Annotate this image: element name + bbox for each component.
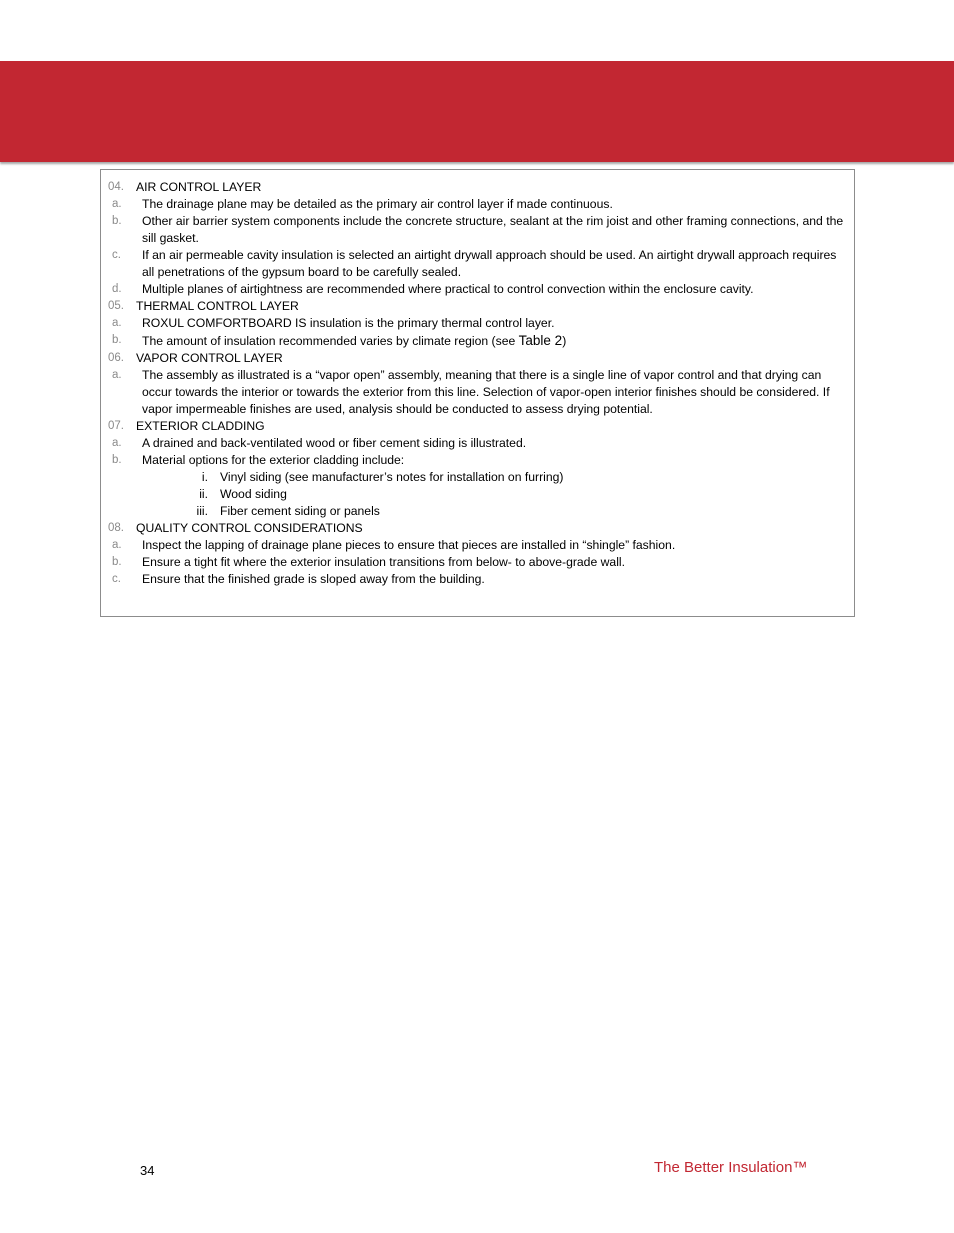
item-letter: a. bbox=[112, 317, 122, 329]
section-number: 06. bbox=[108, 352, 124, 364]
section-number: 04. bbox=[108, 181, 124, 193]
item-letter: a. bbox=[112, 198, 122, 210]
item-text: ROXUL COMFORTBOARD IS insulation is the primary thermal control layer. bbox=[142, 316, 555, 330]
list-item bbox=[108, 315, 848, 332]
table-reference-link[interactable]: Table 2 bbox=[518, 333, 563, 348]
item-text: Ensure that the finished grade is sloped away from the building. bbox=[142, 572, 485, 586]
sub-list-item bbox=[108, 503, 848, 520]
item-text: Ensure a tight fit where the exterior insulation transitions from below- to above-grade wall. bbox=[142, 555, 626, 569]
list-item bbox=[108, 435, 848, 452]
list-item bbox=[108, 332, 848, 350]
list-item bbox=[108, 571, 848, 588]
sub-list-item bbox=[108, 486, 848, 503]
item-text: Material options for the exterior cladding include: bbox=[142, 453, 405, 467]
item-letter: a. bbox=[112, 437, 122, 449]
section-thermal-control bbox=[108, 298, 848, 315]
item-text: Vinyl siding (see manufacturer’s notes for installation on furring) bbox=[220, 470, 564, 484]
header-banner bbox=[0, 61, 954, 162]
item-roman: ii. bbox=[199, 487, 208, 501]
section-title: EXTERIOR CLADDING bbox=[136, 419, 265, 433]
item-roman: iii. bbox=[196, 504, 208, 518]
list-item bbox=[108, 367, 848, 418]
page-number: 34 bbox=[140, 1163, 155, 1178]
item-text: The drainage plane may be detailed as the primary air control layer if made continuous. bbox=[142, 197, 613, 211]
item-text-end: ) bbox=[562, 334, 567, 348]
list-item bbox=[108, 213, 848, 247]
list-item bbox=[108, 281, 848, 298]
item-text: A drained and back-ventilated wood or fiber cement siding is illustrated. bbox=[142, 436, 527, 450]
item-letter: c. bbox=[112, 249, 121, 261]
item-text: Inspect the lapping of drainage plane pieces to ensure that pieces are installed in “shingle” fashion. bbox=[142, 538, 676, 552]
item-text: The amount of insulation recommended varies by climate region (see bbox=[142, 334, 519, 348]
item-letter: d. bbox=[112, 283, 122, 295]
numbered-list bbox=[108, 179, 848, 588]
section-title: THERMAL CONTROL LAYER bbox=[136, 299, 299, 313]
section-title: AIR CONTROL LAYER bbox=[136, 180, 262, 194]
item-letter: b. bbox=[112, 215, 122, 227]
section-number: 05. bbox=[108, 300, 124, 312]
item-letter: b. bbox=[112, 556, 122, 568]
section-title: VAPOR CONTROL LAYER bbox=[136, 351, 283, 365]
brand-tagline: The Better Insulation™ bbox=[654, 1159, 808, 1176]
item-letter: a. bbox=[112, 369, 122, 381]
section-vapor-control bbox=[108, 350, 848, 367]
section-exterior-cladding bbox=[108, 418, 848, 435]
list-item bbox=[108, 452, 848, 469]
section-quality-control bbox=[108, 520, 848, 537]
section-number: 07. bbox=[108, 420, 124, 432]
section-title: QUALITY CONTROL CONSIDERATIONS bbox=[136, 521, 363, 535]
item-letter: b. bbox=[112, 334, 122, 346]
list-item bbox=[108, 554, 848, 571]
item-text: Multiple planes of airtightness are recommended where practical to control convection within the enclosure cavity. bbox=[142, 282, 754, 296]
list-item bbox=[108, 196, 848, 213]
item-text: Other air barrier system components include the concrete structure, sealant at the rim joist and other framing connections, and the sill gasket. bbox=[142, 214, 844, 245]
item-letter: b. bbox=[112, 454, 122, 466]
item-letter: c. bbox=[112, 573, 121, 585]
item-text: The assembly as illustrated is a “vapor open” assembly, meaning that there is a single line of vapor control and that drying can occur towards the interior or towards the exterior from this line. Selection of vapor-open interior finishes should be considered. If vapor impermeable finishes are used, analysis should be conducted to assess drying potential. bbox=[142, 368, 830, 416]
sub-list-item bbox=[108, 469, 848, 486]
item-text: Wood siding bbox=[220, 487, 287, 501]
item-text: Fiber cement siding or panels bbox=[220, 504, 380, 518]
section-air-control bbox=[108, 179, 848, 196]
list-item bbox=[108, 247, 848, 281]
item-text: If an air permeable cavity insulation is selected an airtight drywall approach should be used. An airtight drywall approach requires all penetrations of the gypsum board to be carefully sealed. bbox=[142, 248, 837, 279]
item-letter: a. bbox=[112, 539, 122, 551]
item-roman: i. bbox=[201, 470, 208, 484]
section-number: 08. bbox=[108, 522, 124, 534]
list-item bbox=[108, 537, 848, 554]
